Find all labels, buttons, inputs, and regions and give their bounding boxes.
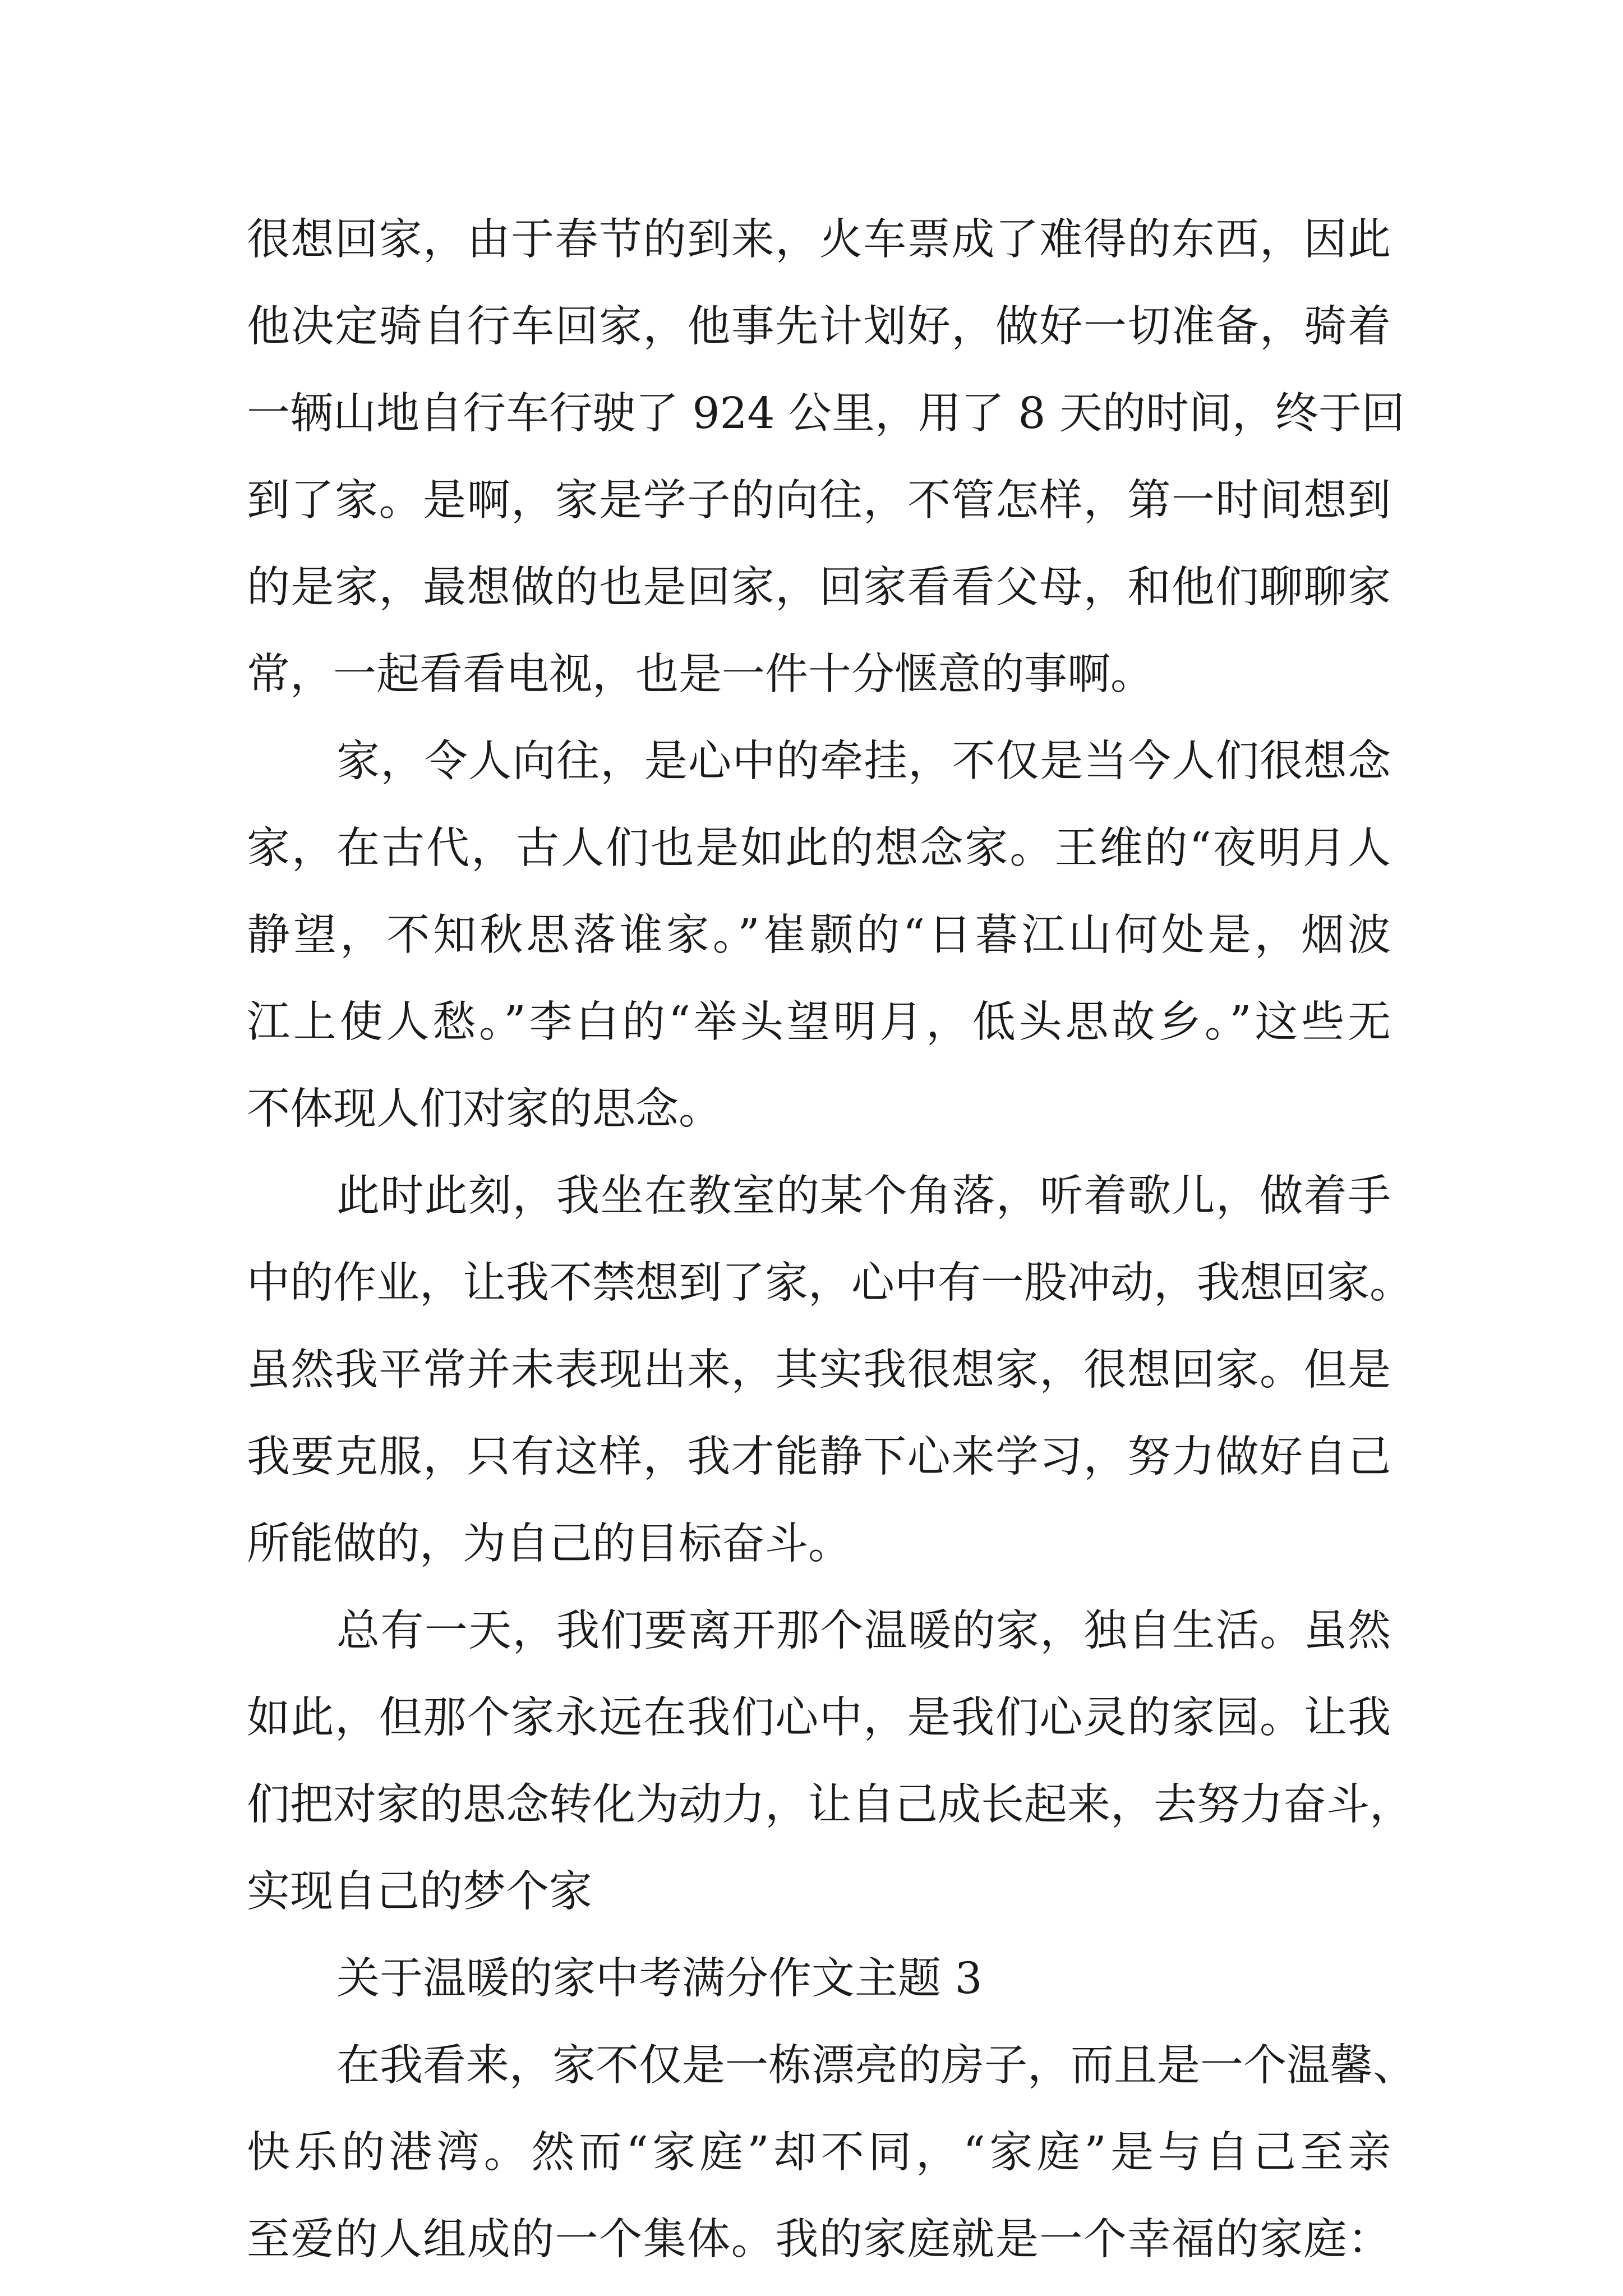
text-line: 实现自己的梦个家 [247, 1867, 592, 1917]
paragraph-start-line: 此时此刻，我坐在教室的某个角落，听着歌儿，做着手 [336, 1171, 1391, 1221]
paragraph-start-line: 在我看来，家不仅是一栋漂亮的房子，而且是一个温馨、 [336, 2041, 1416, 2091]
text-line: 如此，但那个家永远在我们心中，是我们心灵的家园。让我 [247, 1693, 1391, 1743]
text-line: 静望，不知秋思落谁家。”崔颢的“日暮江山何处是，烟波 [247, 910, 1391, 960]
text-line: 家，在古代，古人们也是如此的想念家。王维的“夜明月人 [247, 823, 1391, 873]
paragraph-start-line: 总有一天，我们要离开那个温暖的家，独自生活。虽然 [336, 1606, 1391, 1656]
text-line: 中的作业，让我不禁想到了家，心中有一股冲动，我想回家。 [247, 1258, 1413, 1308]
text-line: 快乐的港湾。然而“家庭”却不同，“家庭”是与自己至亲 [247, 2128, 1391, 2178]
text-line: 虽然我平常并未表现出来，其实我很想家，很想回家。但是 [247, 1345, 1391, 1395]
paragraph-start-line: 家，令人向往，是心中的牵挂，不仅是当今人们很想念 [336, 737, 1391, 786]
text-line: 们把对家的思念转化为动力，让自己成长起来，去努力奋斗， [247, 1780, 1413, 1830]
text-line: 江上使人愁。”李白的“举头望明月，低头思故乡。”这些无 [247, 997, 1391, 1047]
text-line: 到了家。是啊，家是学子的向往，不管怎样，第一时间想到 [247, 476, 1391, 526]
text-line: 的是家，最想做的也是回家，回家看看父母，和他们聊聊家 [247, 563, 1391, 613]
text-line: 不体现人们对家的思念。 [247, 1084, 722, 1134]
text-line: 我要克服，只有这样，我才能静下心来学习，努力做好自己 [247, 1432, 1391, 1482]
text-line: 他决定骑自行车回家，他事先计划好，做好一切准备，骑着 [247, 302, 1391, 352]
text-line: 很想回家，由于春节的到来，火车票成了难得的东西，因此 [247, 215, 1391, 265]
text-line: 常，一起看看电视，也是一件十分惬意的事啊。 [247, 650, 1154, 700]
section-heading: 关于温暖的家中考满分作文主题 3 [336, 1954, 983, 2004]
document-body [247, 196, 1416, 2283]
text-line: 至爱的人组成的一个集体。我的家庭就是一个幸福的家庭： [247, 2215, 1391, 2265]
text-line: 一辆山地自行车行驶了 924 公里，用了 8 天的时间，终于回 [247, 389, 1405, 439]
text-line: 所能做的，为自己的目标奋斗。 [247, 1519, 851, 1569]
